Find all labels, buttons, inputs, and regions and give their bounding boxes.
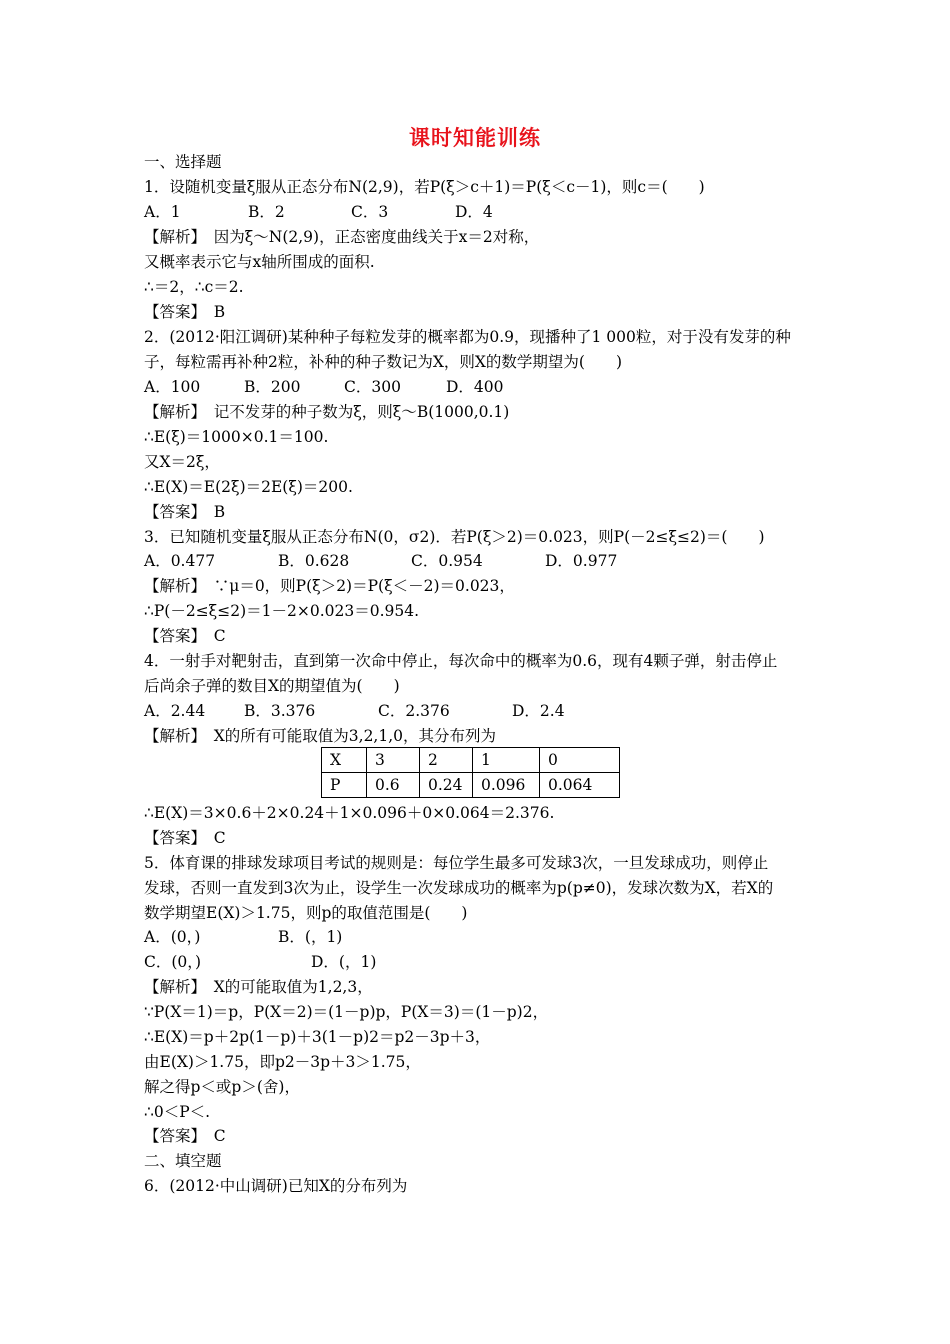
table-cell: 0.24 <box>420 773 473 798</box>
table-row <box>322 773 620 798</box>
text-line: ∴＝2，∴c＝2. <box>144 278 244 296</box>
answer-option: D．0.977 <box>545 552 618 570</box>
text-line: 【答案】 B <box>144 503 226 521</box>
answer-option: C．2.376 <box>378 702 450 720</box>
answer-option: C．300 <box>344 378 401 396</box>
answer-option: A．(0，) <box>144 928 201 946</box>
table-cell: X <box>322 748 367 773</box>
table-cell: 0.6 <box>367 773 420 798</box>
text-line: 4．一射手对靶射击，直到第一次命中停止，每次命中的概率为0.6，现有4颗子弹，射击停止 <box>144 652 778 670</box>
text-line: 由E(X)＞1.75，即p2－3p＋3＞1.75， <box>144 1053 421 1071</box>
answer-option: C．(0，) <box>144 953 202 971</box>
text-line: 【答案】 C <box>144 829 226 847</box>
answer-option: A．1 <box>144 203 181 221</box>
answer-option: B．2 <box>248 203 285 221</box>
table-cell: 0 <box>540 748 620 773</box>
text-line: 解之得p＜或p＞(舍)， <box>144 1078 300 1096</box>
answer-option: B．(，1) <box>278 928 343 946</box>
text-line: 后尚余子弹的数目X的期望值为( ) <box>144 677 400 695</box>
text-line: 二、填空题 <box>144 1152 222 1170</box>
text-line: 5．体育课的排球发球项目考试的规则是：每位学生最多可发球3次，一旦发球成功，则停止 <box>144 854 769 872</box>
answer-option: B．0.628 <box>278 552 350 570</box>
table-cell: 1 <box>473 748 540 773</box>
table-cell: 3 <box>367 748 420 773</box>
text-line: 【答案】 C <box>144 1127 226 1145</box>
table-row <box>322 748 620 773</box>
answer-option: D．(，1) <box>311 953 377 971</box>
text-line: 子，每粒需再补种2粒，补种的种子数记为X，则X的数学期望为( ) <box>144 353 623 371</box>
text-line: 3．已知随机变量ξ服从正态分布N(0，σ2)．若P(ξ＞2)＝0.023，则P(－2≤ξ≤2)＝( ) <box>144 528 765 546</box>
text-line: 【解析】 X的可能取值为1,2,3， <box>144 978 373 996</box>
answer-option: B．3.376 <box>244 702 316 720</box>
answer-option: A．100 <box>144 378 201 396</box>
distribution-table <box>321 747 620 798</box>
text-line: 又概率表示它与x轴所围成的面积. <box>144 253 375 271</box>
answer-option: D．2.4 <box>512 702 565 720</box>
page-title: 课时知能训练 <box>409 125 541 150</box>
text-line: 6．(2012·中山调研)已知X的分布列为 <box>144 1177 408 1195</box>
answer-option: C．3 <box>351 203 389 221</box>
text-line: ∴E(X)＝3×0.6＋2×0.24＋1×0.096＋0×0.064＝2.376. <box>144 804 555 822</box>
text-line: 【解析】 ∵μ＝0，则P(ξ＞2)＝P(ξ＜－2)＝0.023， <box>144 577 515 595</box>
answer-option: D．400 <box>446 378 504 396</box>
answer-option: A．2.44 <box>144 702 206 720</box>
text-line: 【答案】 C <box>144 627 226 645</box>
text-line: 【答案】 B <box>144 303 226 321</box>
text-line: 【解析】 因为ξ～N(2,9)，正态密度曲线关于x＝2对称， <box>144 228 540 246</box>
table-cell: 2 <box>420 748 473 773</box>
text-line: 2．(2012·阳江调研)某种种子每粒发芽的概率都为0.9，现播种了1 000粒，对于没有发芽的种 <box>144 328 791 346</box>
text-line: 1．设随机变量ξ服从正态分布N(2,9)，若P(ξ＞c＋1)＝P(ξ＜c－1)，则c＝( ) <box>144 178 705 196</box>
text-line: 一、选择题 <box>144 153 222 171</box>
text-line: 数学期望E(X)＞1.75，则p的取值范围是( ) <box>144 904 468 922</box>
table-cell: 0.064 <box>540 773 620 798</box>
answer-option: B．200 <box>244 378 301 396</box>
text-line: 【解析】 记不发芽的种子数为ξ，则ξ～B(1000,0.1) <box>144 403 510 421</box>
table-cell: 0.096 <box>473 773 540 798</box>
answer-option: C．0.954 <box>411 552 483 570</box>
text-line: ∴E(ξ)＝1000×0.1＝100. <box>144 428 329 446</box>
text-line: ∴E(X)＝p＋2p(1－p)＋3(1－p)2＝p2－3p＋3， <box>144 1028 491 1046</box>
answer-option: A．0.477 <box>144 552 216 570</box>
table-cell: P <box>322 773 367 798</box>
text-line: 又X＝2ξ， <box>144 453 220 471</box>
text-line: 发球，否则一直发到3次为止，设学生一次发球成功的概率为p(p≠0)，发球次数为X，若X的 <box>144 879 774 897</box>
text-line: ∴P(－2≤ξ≤2)＝1－2×0.023＝0.954. <box>144 602 420 620</box>
text-line: ∴E(X)＝E(2ξ)＝2E(ξ)＝200. <box>144 478 353 496</box>
text-line: ∵P(X＝1)＝p，P(X＝2)＝(1－p)p，P(X＝3)＝(1－p)2， <box>144 1003 549 1021</box>
text-line: ∴0＜P＜. <box>144 1103 211 1121</box>
answer-option: D．4 <box>455 203 493 221</box>
text-line: 【解析】 X的所有可能取值为3,2,1,0，其分布列为 <box>144 727 497 745</box>
